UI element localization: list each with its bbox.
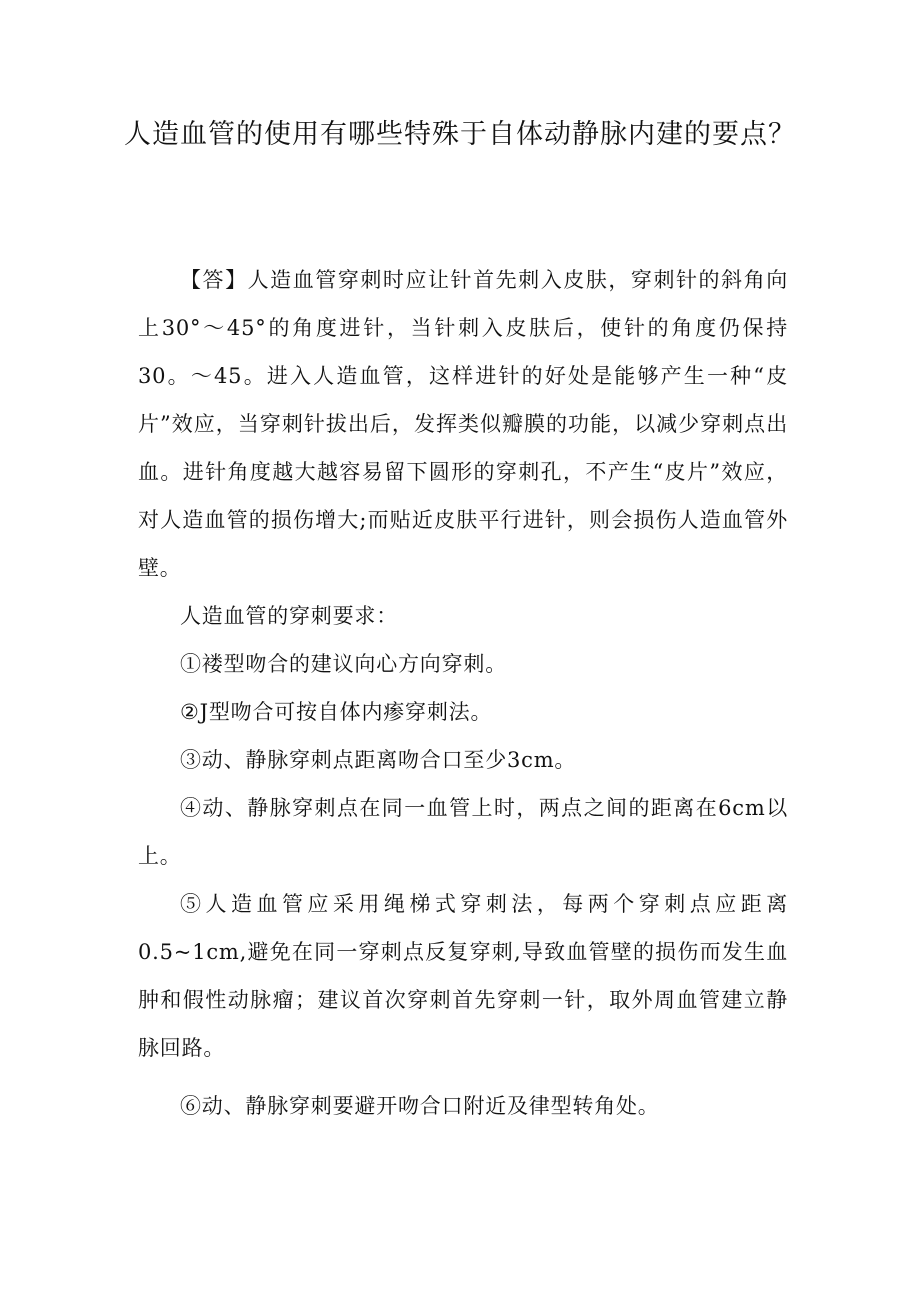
requirement-item-4: ④动、静脉穿刺点在同一血管上时，两点之间的距离在6cm以上。 (138, 796, 788, 868)
document-title: 人造血管的使用有哪些特殊于自体动静脉内建的要点？ (124, 119, 796, 150)
requirement-item-2: ②J型吻合可按自体内瘆穿刺法。 (180, 700, 493, 724)
requirements-heading: 人造血管的穿刺要求： (180, 604, 398, 628)
requirement-item-6: ⑥动、静脉穿刺要避开吻合口附近及律型转角处。 (180, 1094, 660, 1118)
requirement-item-3: ③动、静脉穿刺点距离吻合口至少3cm。 (180, 748, 577, 772)
requirement-item-5: ⑤人造血管应采用绳梯式穿刺法，每两个穿刺点应距离0.5~1cm,避免在同一穿刺点反复穿刺,导致血管壁的损伤而发生血肿和假性动脉瘤；建议首次穿刺首先穿刺一针，取外周血管建立静脉回路。 (138, 892, 788, 1060)
document-body (138, 256, 788, 1130)
requirement-item-1: ①褛型吻合的建议向心方向穿刺。 (180, 652, 507, 676)
answer-paragraph: 【答】人造血管穿刺时应让针首先刺入皮肤，穿刺针的斜角向上30°～45°的角度进针，当针刺入皮肤后，使针的角度仍保持30。～45。进入人造血管，这样进针的好处是能够产生一种“皮片”效应，当穿刺针拔出后，发挥类似瓣膜的功能，以减少穿刺点出血。进针角度越大越容易留下圆形的穿刺孔，不产生“皮片”效应，对人造血管的损伤增大;而贴近皮肤平行进针，则会损伤人造血管外壁。 (138, 268, 788, 580)
